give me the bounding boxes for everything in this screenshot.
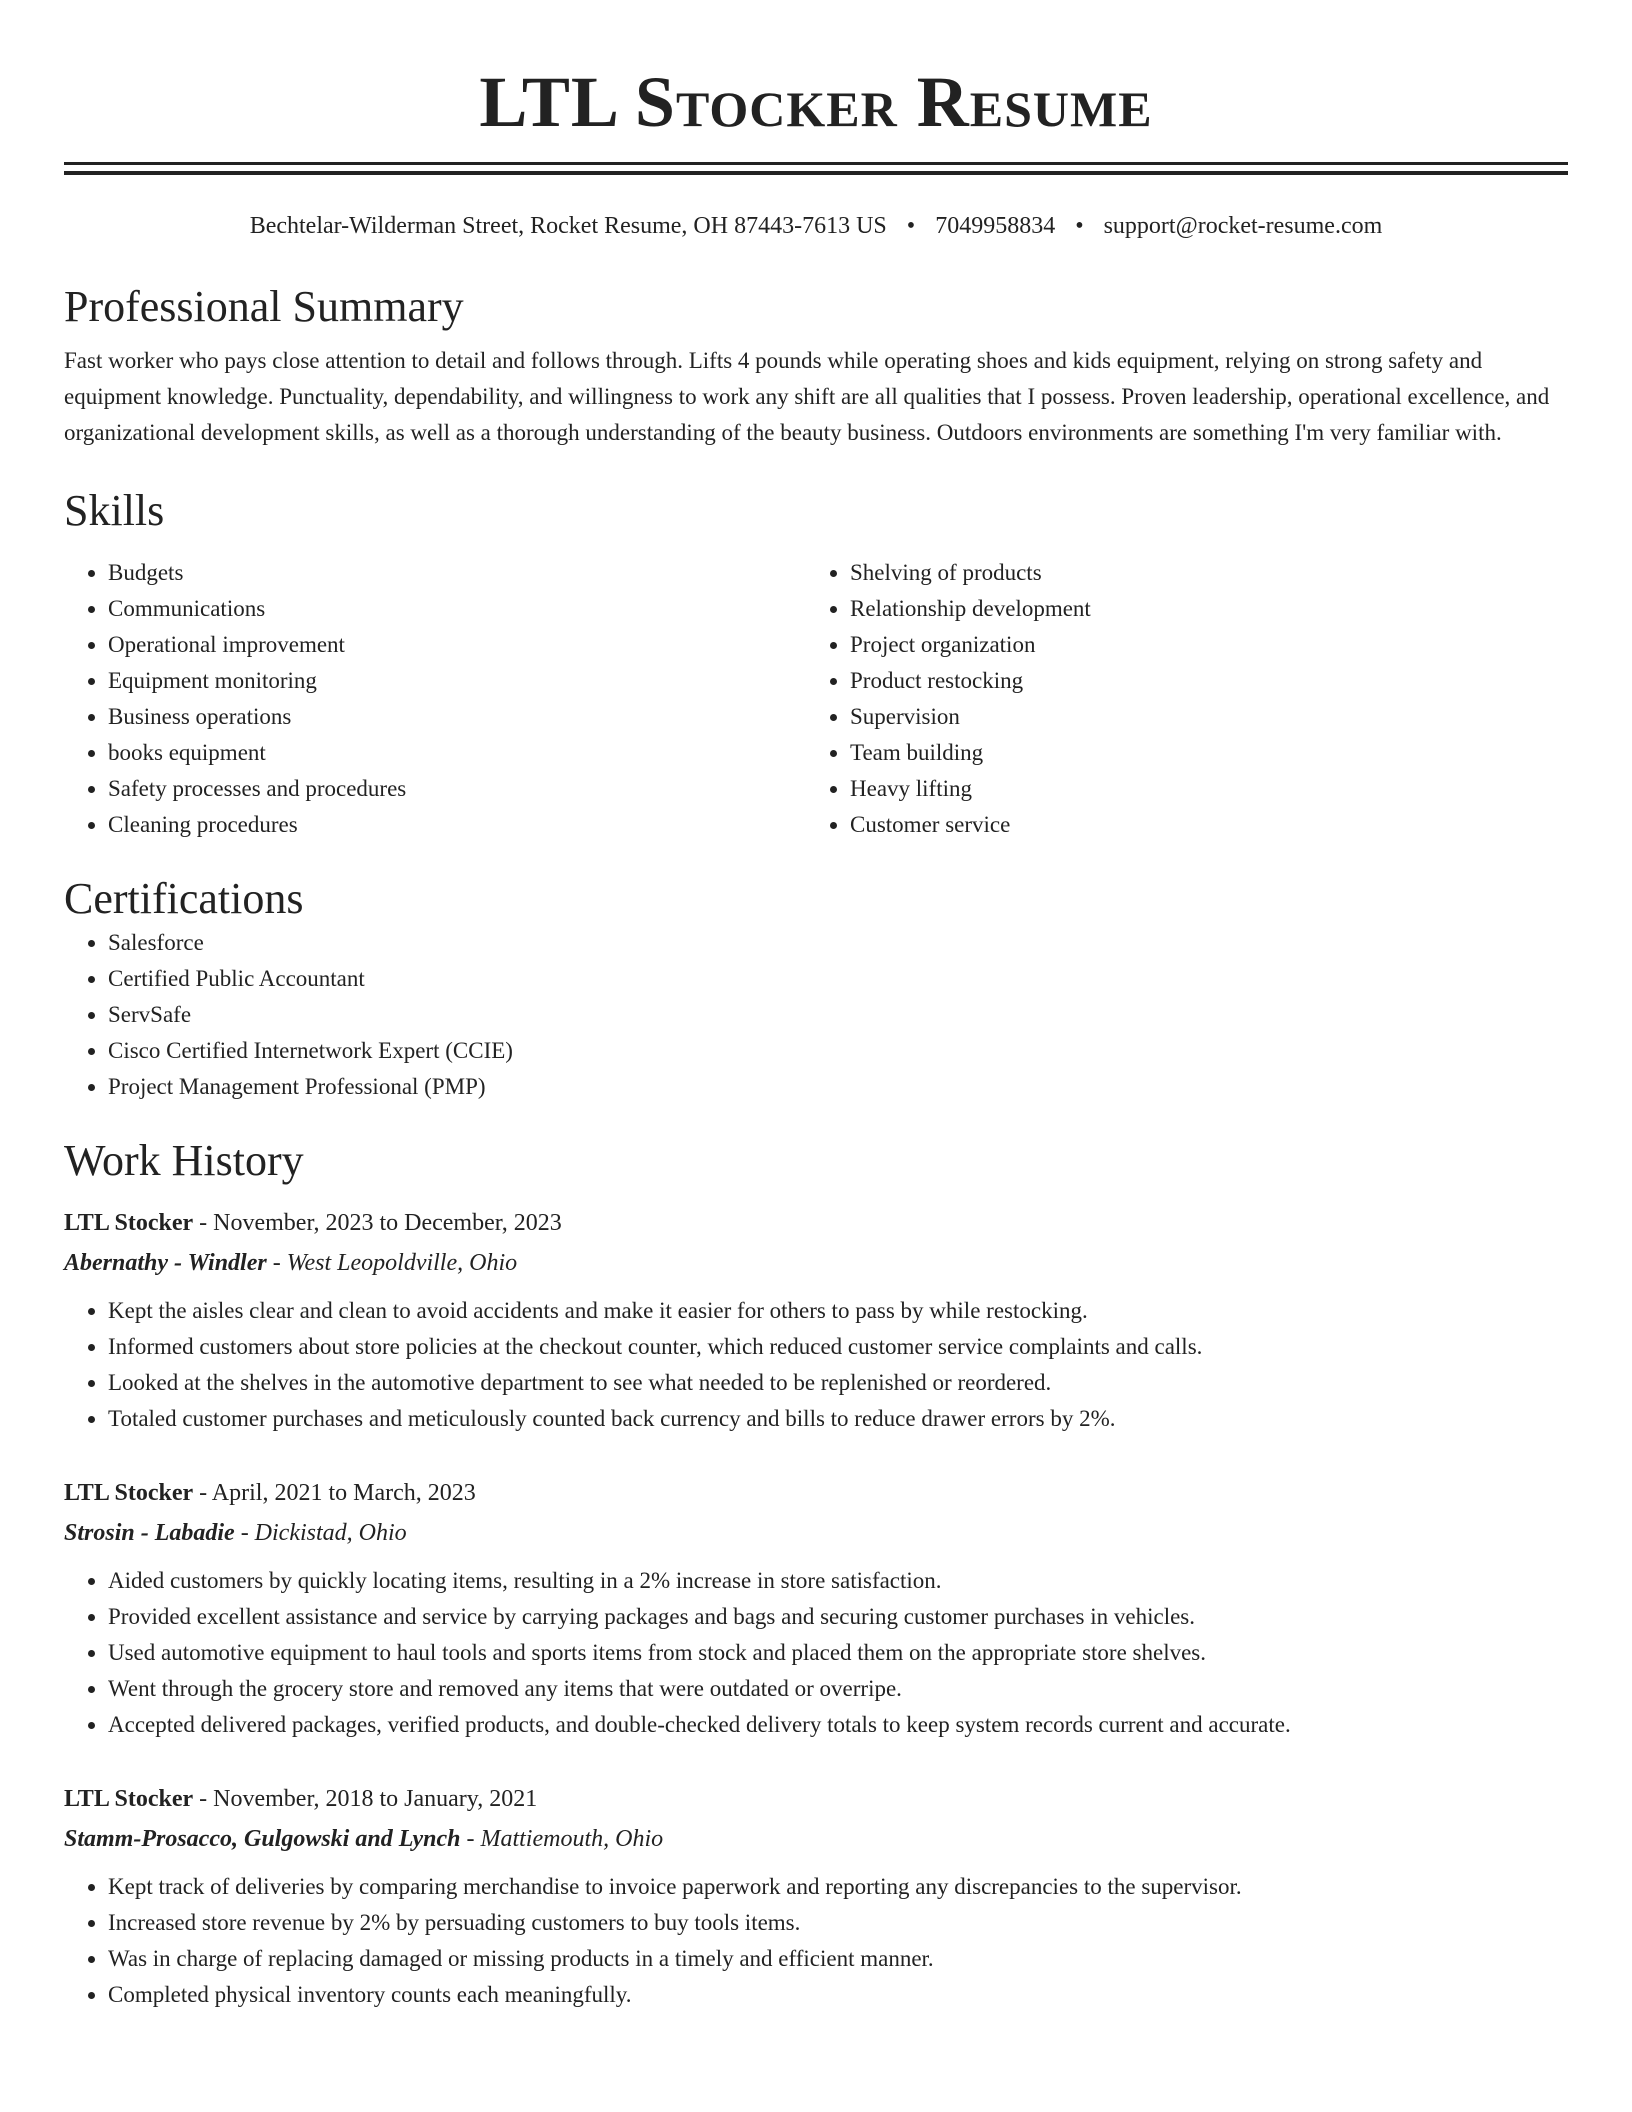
skill-item: • Product restocking [850, 663, 1548, 699]
skills-section [64, 485, 1568, 843]
skill-item: • Business operations [108, 699, 806, 735]
job-duty-item: • Was in charge of replacing damaged or missing products in a timely and efficient manner. [108, 1941, 1568, 1977]
certification-item: • Salesforce [108, 925, 1568, 961]
job-header [64, 1477, 1568, 1509]
job-company: Abernathy - Windler [64, 1250, 267, 1276]
job-duty-item: • Kept track of deliveries by comparing merchandise to invoice paperwork and reporting any discrepancies to the supervisor. [108, 1869, 1568, 1905]
skills-list-right [806, 555, 1548, 843]
skill-item: • Communications [108, 591, 806, 627]
skill-item: • Equipment monitoring [108, 663, 806, 699]
skill-item: • Shelving of products [850, 555, 1548, 591]
job-duty-item: • Went through the grocery store and removed any items that were outdated or overripe. [108, 1671, 1568, 1707]
job-list [64, 1207, 1568, 2013]
job-duty-item: • Provided excellent assistance and service by carrying packages and bags and securing customer purchases in vehicles. [108, 1599, 1568, 1635]
job-duties-list [64, 1563, 1568, 1743]
skill-item: • Supervision [850, 699, 1548, 735]
work-history-section [64, 1135, 1568, 2013]
job-entry [64, 1207, 1568, 1437]
contact-separator: • [906, 213, 916, 239]
job-duties-list [64, 1293, 1568, 1437]
certification-item: • Project Management Professional (PMP) [108, 1069, 1568, 1105]
job-company: Stamm-Prosacco, Gulgowski and Lynch [64, 1826, 461, 1852]
skill-item: • books equipment [108, 735, 806, 771]
skill-item: • Safety processes and procedures [108, 771, 806, 807]
job-title: LTL Stocker [64, 1786, 194, 1812]
summary-text: Fast worker who pays close attention to detail and follows through. Lifts 4 pounds while operating shoes and kids equipment, relying on strong safety and equipment knowledge. Punctuality, dependability, and willingness to work any shift are all qualities that I possess. Proven leadership, operational excellence, and organizational development skills, as well as a thorough understanding of the beauty business. Outdoors environments are something I'm very familiar with. [64, 348, 1550, 445]
skill-item: • Customer service [850, 807, 1548, 843]
skills-list-left [64, 555, 806, 843]
job-company: Strosin - Labadie [64, 1520, 235, 1546]
skills-column-right [806, 555, 1548, 843]
summary-heading: Professional Summary [64, 282, 464, 331]
job-duty-item: • Accepted delivered packages, verified products, and double-checked delivery totals to keep system records current and accurate. [108, 1707, 1568, 1743]
certifications-heading: Certifications [64, 874, 304, 923]
skill-item: • Operational improvement [108, 627, 806, 663]
skill-item: • Project organization [850, 627, 1548, 663]
skills-columns [64, 555, 1568, 843]
job-location: - Dickistad, Ohio [234, 1520, 407, 1546]
certifications-section [64, 873, 1568, 1105]
job-employer [64, 1517, 1568, 1549]
job-location: - West Leopoldville, Ohio [266, 1250, 518, 1276]
job-duty-item: • Informed customers about store policies at the checkout counter, which reduced customer service complaints and calls. [108, 1329, 1568, 1365]
job-duty-item: • Increased store revenue by 2% by persuading customers to buy tools items. [108, 1905, 1568, 1941]
resume-title: LTL Stocker Resume [479, 62, 1153, 142]
certification-item: • Cisco Certified Internetwork Expert (CCIE) [108, 1033, 1568, 1069]
job-title: LTL Stocker [64, 1480, 194, 1506]
job-employer [64, 1247, 1568, 1279]
job-header [64, 1207, 1568, 1239]
certifications-list [64, 925, 1568, 1105]
contact-line [64, 211, 1568, 241]
skill-item: • Team building [850, 735, 1548, 771]
skills-column-left [64, 555, 806, 843]
contact-separator: • [1075, 213, 1084, 239]
job-header [64, 1783, 1568, 1815]
job-entry [64, 1477, 1568, 1743]
title-rule-top [64, 162, 1568, 165]
contact-email: support@rocket-resume.com [1103, 213, 1383, 239]
work-history-heading: Work History [64, 1136, 304, 1185]
job-dates: - November, 2018 to January, 2021 [193, 1786, 538, 1812]
certification-item: • Certified Public Accountant [108, 961, 1568, 997]
skill-item: • Relationship development [850, 591, 1548, 627]
contact-address: Bechtelar-Wilderman Street, Rocket Resume, OH 87443-7613 US [249, 213, 887, 239]
job-duties-list [64, 1869, 1568, 2013]
job-duty-item: • Looked at the shelves in the automotive department to see what needed to be replenished or reordered. [108, 1365, 1568, 1401]
job-duty-item: • Kept the aisles clear and clean to avoid accidents and make it easier for others to pass by while restocking. [108, 1293, 1568, 1329]
skill-item: • Budgets [108, 555, 806, 591]
skill-item: • Cleaning procedures [108, 807, 806, 843]
job-duty-item: • Aided customers by quickly locating items, resulting in a 2% increase in store satisfaction. [108, 1563, 1568, 1599]
job-dates: - April, 2021 to March, 2023 [193, 1480, 476, 1506]
job-title: LTL Stocker [64, 1210, 194, 1236]
job-duty-item: • Completed physical inventory counts each meaningfully. [108, 1977, 1568, 2013]
summary-section [64, 281, 1568, 451]
skills-heading: Skills [64, 486, 165, 535]
job-duty-item: • Totaled customer purchases and meticulously counted back currency and bills to reduce drawer errors by 2%. [108, 1401, 1568, 1437]
job-employer [64, 1823, 1568, 1855]
job-duty-item: • Used automotive equipment to haul tools and sports items from stock and placed them on the appropriate store shelves. [108, 1635, 1568, 1671]
job-entry [64, 1783, 1568, 2013]
title-rule-bottom [64, 171, 1568, 175]
contact-phone: 7049958834 [935, 213, 1056, 239]
job-location: - Mattiemouth, Ohio [460, 1826, 664, 1852]
certification-item: • ServSafe [108, 997, 1568, 1033]
skill-item: • Heavy lifting [850, 771, 1548, 807]
job-dates: - November, 2023 to December, 2023 [193, 1210, 562, 1236]
